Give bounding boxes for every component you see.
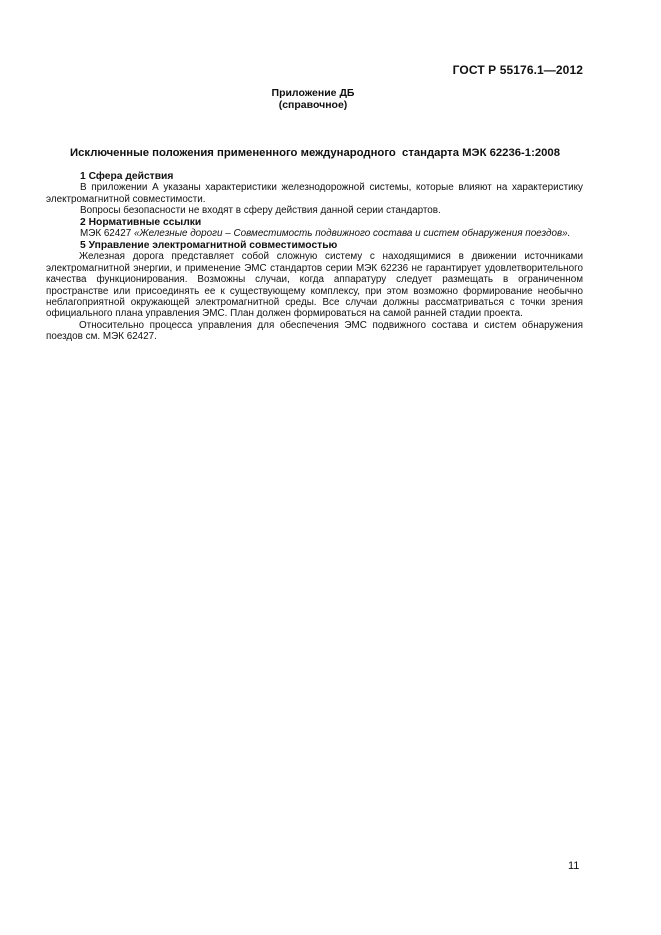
page-title: Исключенные положения примененного международного стандарта МЭК 62236-1:2008 (70, 147, 560, 159)
paragraph: В приложении А указаны характеристики железнодорожной системы, которые влияют на характеристику электромагнитной совместимости. (46, 182, 583, 205)
document-body (46, 171, 583, 343)
document-code: ГОСТ Р 55176.1—2012 (452, 63, 583, 77)
appendix-subtitle: (справочное) (278, 99, 348, 111)
paragraph: Железная дорога представляет собой сложную систему с находящимися в движении источниками электромагнитной энергии, и применение ЭМС стандартов серии МЭК 62236 не гарантирует удовлетворительного качества функционирования. Возможны случаи, когда аппаратуру следует размещать в ограниченном пространстве или присоединять ее к существующему комплексу, при этом возможно формирование необычно неблагоприятной окружающей электромагнитной среды. Все случаи должны рассматриваться с точки зрения официального плана управления ЭМС. План должен формироваться на самой ранней стадии проекта. (46, 251, 583, 320)
page-number: 11 (568, 860, 580, 872)
reference-title: «Железные дороги – Совместимость подвижного состава и систем обнаружения поездов». (134, 228, 571, 240)
section-heading-references: 2 Нормативные ссылки (80, 216, 202, 228)
paragraph: Относительно процесса управления для обеспечения ЭМС подвижного состава и систем обнаружения поездов см. МЭК 62427. (46, 319, 583, 343)
reference-code: МЭК 62427 (80, 228, 132, 240)
paragraph: Вопросы безопасности не входят в сферу действия данной серии стандартов. (80, 205, 441, 217)
section-heading-emc-management: 5 Управление электромагнитной совместимостью (80, 239, 338, 251)
appendix-title: Приложение ДБ (271, 87, 355, 99)
section-heading-scope: 1 Сфера действия (80, 171, 174, 182)
reference-entry (46, 228, 583, 239)
